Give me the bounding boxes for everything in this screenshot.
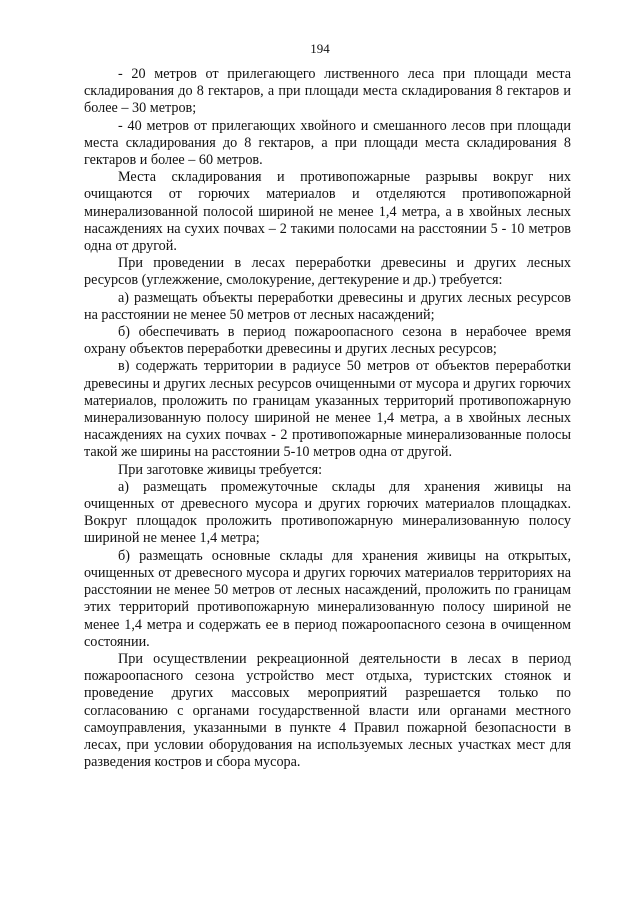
paragraph: а) размещать объекты переработки древесины и других лесных ресурсов на расстоянии не менее 50 метров от лесных насаждений;	[84, 289, 571, 323]
document-body	[84, 66, 571, 771]
paragraph: Места складирования и противопожарные разрывы вокруг них очищаются от горючих материалов и отделяются противопожарной минерализованной полосой шириной не менее 1,4 метра, а в хвойных лесных насаждениях на сухих почвах – 2 такими полосами на расстоянии 5 - 10 метров одна от другой.	[84, 169, 571, 255]
paragraph: а) размещать промежуточные склады для хранения живицы на очищенных от древесного мусора и других горючих материалов площадках. Вокруг площадок проложить противопожарную минерализованную полосу шириной не менее 1,4 метра;	[84, 478, 571, 547]
page-number: 194	[310, 41, 330, 56]
paragraph: б) размещать основные склады для хранения живицы на открытых, очищенных от древесного мусора и других горючих материалов территориях на расстоянии не менее 50 метров от лесных насаждений, проложить по границам этих территорий противопожарную минерализованную полосу шириной не менее 1,4 метра и содержать ее в период пожароопасного сезона в очищенном состоянии.	[84, 547, 571, 650]
paragraph: - 40 метров от прилегающих хвойного и смешанного лесов при площади места складирования до 8 гектаров, а при площади места складирования 8 гектаров и более – 60 метров.	[84, 117, 571, 169]
paragraph: в) содержать территории в радиусе 50 метров от объектов переработки древесины и других лесных ресурсов очищенными от мусора и других горючих материалов, проложить по границам указанных территорий противопожарную минерализованную полосу шириной не менее 1,4 метра, а в хвойных лесных насаждениях на сухих почвах - 2 противопожарные минерализованные полосы такой же ширины на расстоянии 5-10 метров одна от другой.	[84, 358, 571, 461]
paragraph: При осуществлении рекреационной деятельности в лесах в период пожароопасного сезона устройство мест отдыха, туристских стоянок и проведение других массовых мероприятий разрешается только по согласованию с органами государственной власти или органами местного самоуправления, указанными в пункте 4 Правил пожарной безопасности в лесах, при условии оборудования на используемых лесных участках мест для разведения костров и сбора мусора.	[84, 650, 571, 771]
paragraph: - 20 метров от прилегающего лиственного леса при площади места складирования до 8 гектаров, а при площади места складирования 8 гектаров и более – 30 метров;	[84, 66, 571, 117]
paragraph: При заготовке живицы требуется:	[118, 461, 323, 478]
paragraph: При проведении в лесах переработки древесины и других лесных ресурсов (углежжение, смолокурение, дегтекурение и др.) требуется:	[84, 255, 571, 289]
paragraph: б) обеспечивать в период пожароопасного сезона в нерабочее время охрану объектов переработки древесины и других лесных ресурсов;	[84, 324, 571, 358]
